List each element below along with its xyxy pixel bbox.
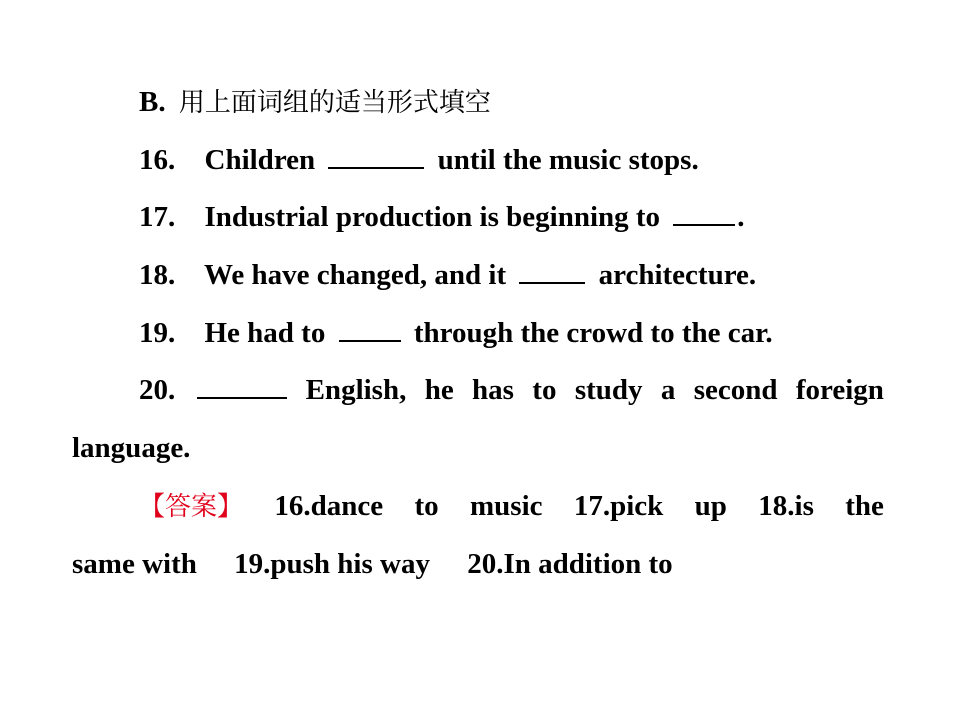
answer-blank[interactable] bbox=[328, 143, 424, 169]
answer-key bbox=[139, 488, 884, 525]
question-20-continuation: language. bbox=[72, 432, 191, 464]
question-word: second bbox=[693, 374, 778, 406]
question-separator: . bbox=[168, 259, 176, 291]
question-word: English, bbox=[305, 374, 407, 406]
question-20 bbox=[139, 372, 884, 408]
question-separator: . bbox=[168, 201, 176, 233]
question-word: he bbox=[424, 374, 454, 406]
answer-word: the bbox=[845, 490, 884, 522]
question-text-after: through the crowd to the car. bbox=[413, 317, 773, 349]
answer-item: 20.In addition to bbox=[467, 548, 673, 580]
answer-key-continuation bbox=[72, 546, 673, 582]
question-number: 19 bbox=[139, 317, 168, 349]
answer-blank[interactable] bbox=[519, 258, 585, 284]
question-separator: . bbox=[168, 317, 176, 349]
question-text-after: . bbox=[737, 201, 745, 233]
question-number: 17 bbox=[139, 201, 168, 233]
question-word: has bbox=[472, 374, 514, 406]
answer-word: 18.is bbox=[758, 490, 814, 522]
answer-word: music bbox=[470, 490, 543, 522]
answer-item: 19.push his way bbox=[234, 548, 430, 580]
answer-word: to bbox=[414, 490, 439, 522]
question-text-before: He had to bbox=[204, 317, 326, 349]
question-17 bbox=[139, 199, 745, 235]
answer-word: up bbox=[694, 490, 727, 522]
question-text-before: Industrial production is beginning to bbox=[204, 201, 661, 233]
answer-blank[interactable] bbox=[339, 316, 401, 342]
question-text-before: Children bbox=[204, 144, 316, 176]
section-instruction: 用上面词组的适当形式填空 bbox=[178, 88, 491, 118]
question-word: study bbox=[574, 374, 643, 406]
question-word: a bbox=[660, 374, 676, 406]
question-18 bbox=[139, 257, 756, 293]
question-word: to bbox=[532, 374, 557, 406]
question-number: 18 bbox=[139, 259, 168, 291]
question-separator: . bbox=[168, 144, 176, 176]
question-text-after: architecture. bbox=[598, 259, 757, 291]
question-number: 20 bbox=[139, 374, 168, 406]
question-separator: . bbox=[168, 374, 176, 406]
question-text-before: We have changed, and it bbox=[203, 259, 507, 291]
question-19 bbox=[139, 315, 773, 351]
question-16 bbox=[139, 142, 699, 178]
answer-mark: 【答案】 bbox=[139, 492, 244, 522]
answer-item: same with bbox=[72, 548, 197, 580]
section-separator: . bbox=[158, 86, 166, 118]
section-heading bbox=[139, 84, 491, 121]
question-number: 16 bbox=[139, 144, 168, 176]
answer-blank[interactable] bbox=[197, 373, 287, 399]
section-label: B bbox=[139, 86, 159, 118]
answer-word: 16.dance bbox=[274, 490, 384, 522]
question-word: foreign bbox=[795, 374, 884, 406]
answer-word: 17.pick bbox=[573, 490, 664, 522]
question-text-after: until the music stops. bbox=[437, 144, 699, 176]
answer-blank[interactable] bbox=[673, 200, 735, 226]
question-number-group bbox=[139, 372, 287, 408]
